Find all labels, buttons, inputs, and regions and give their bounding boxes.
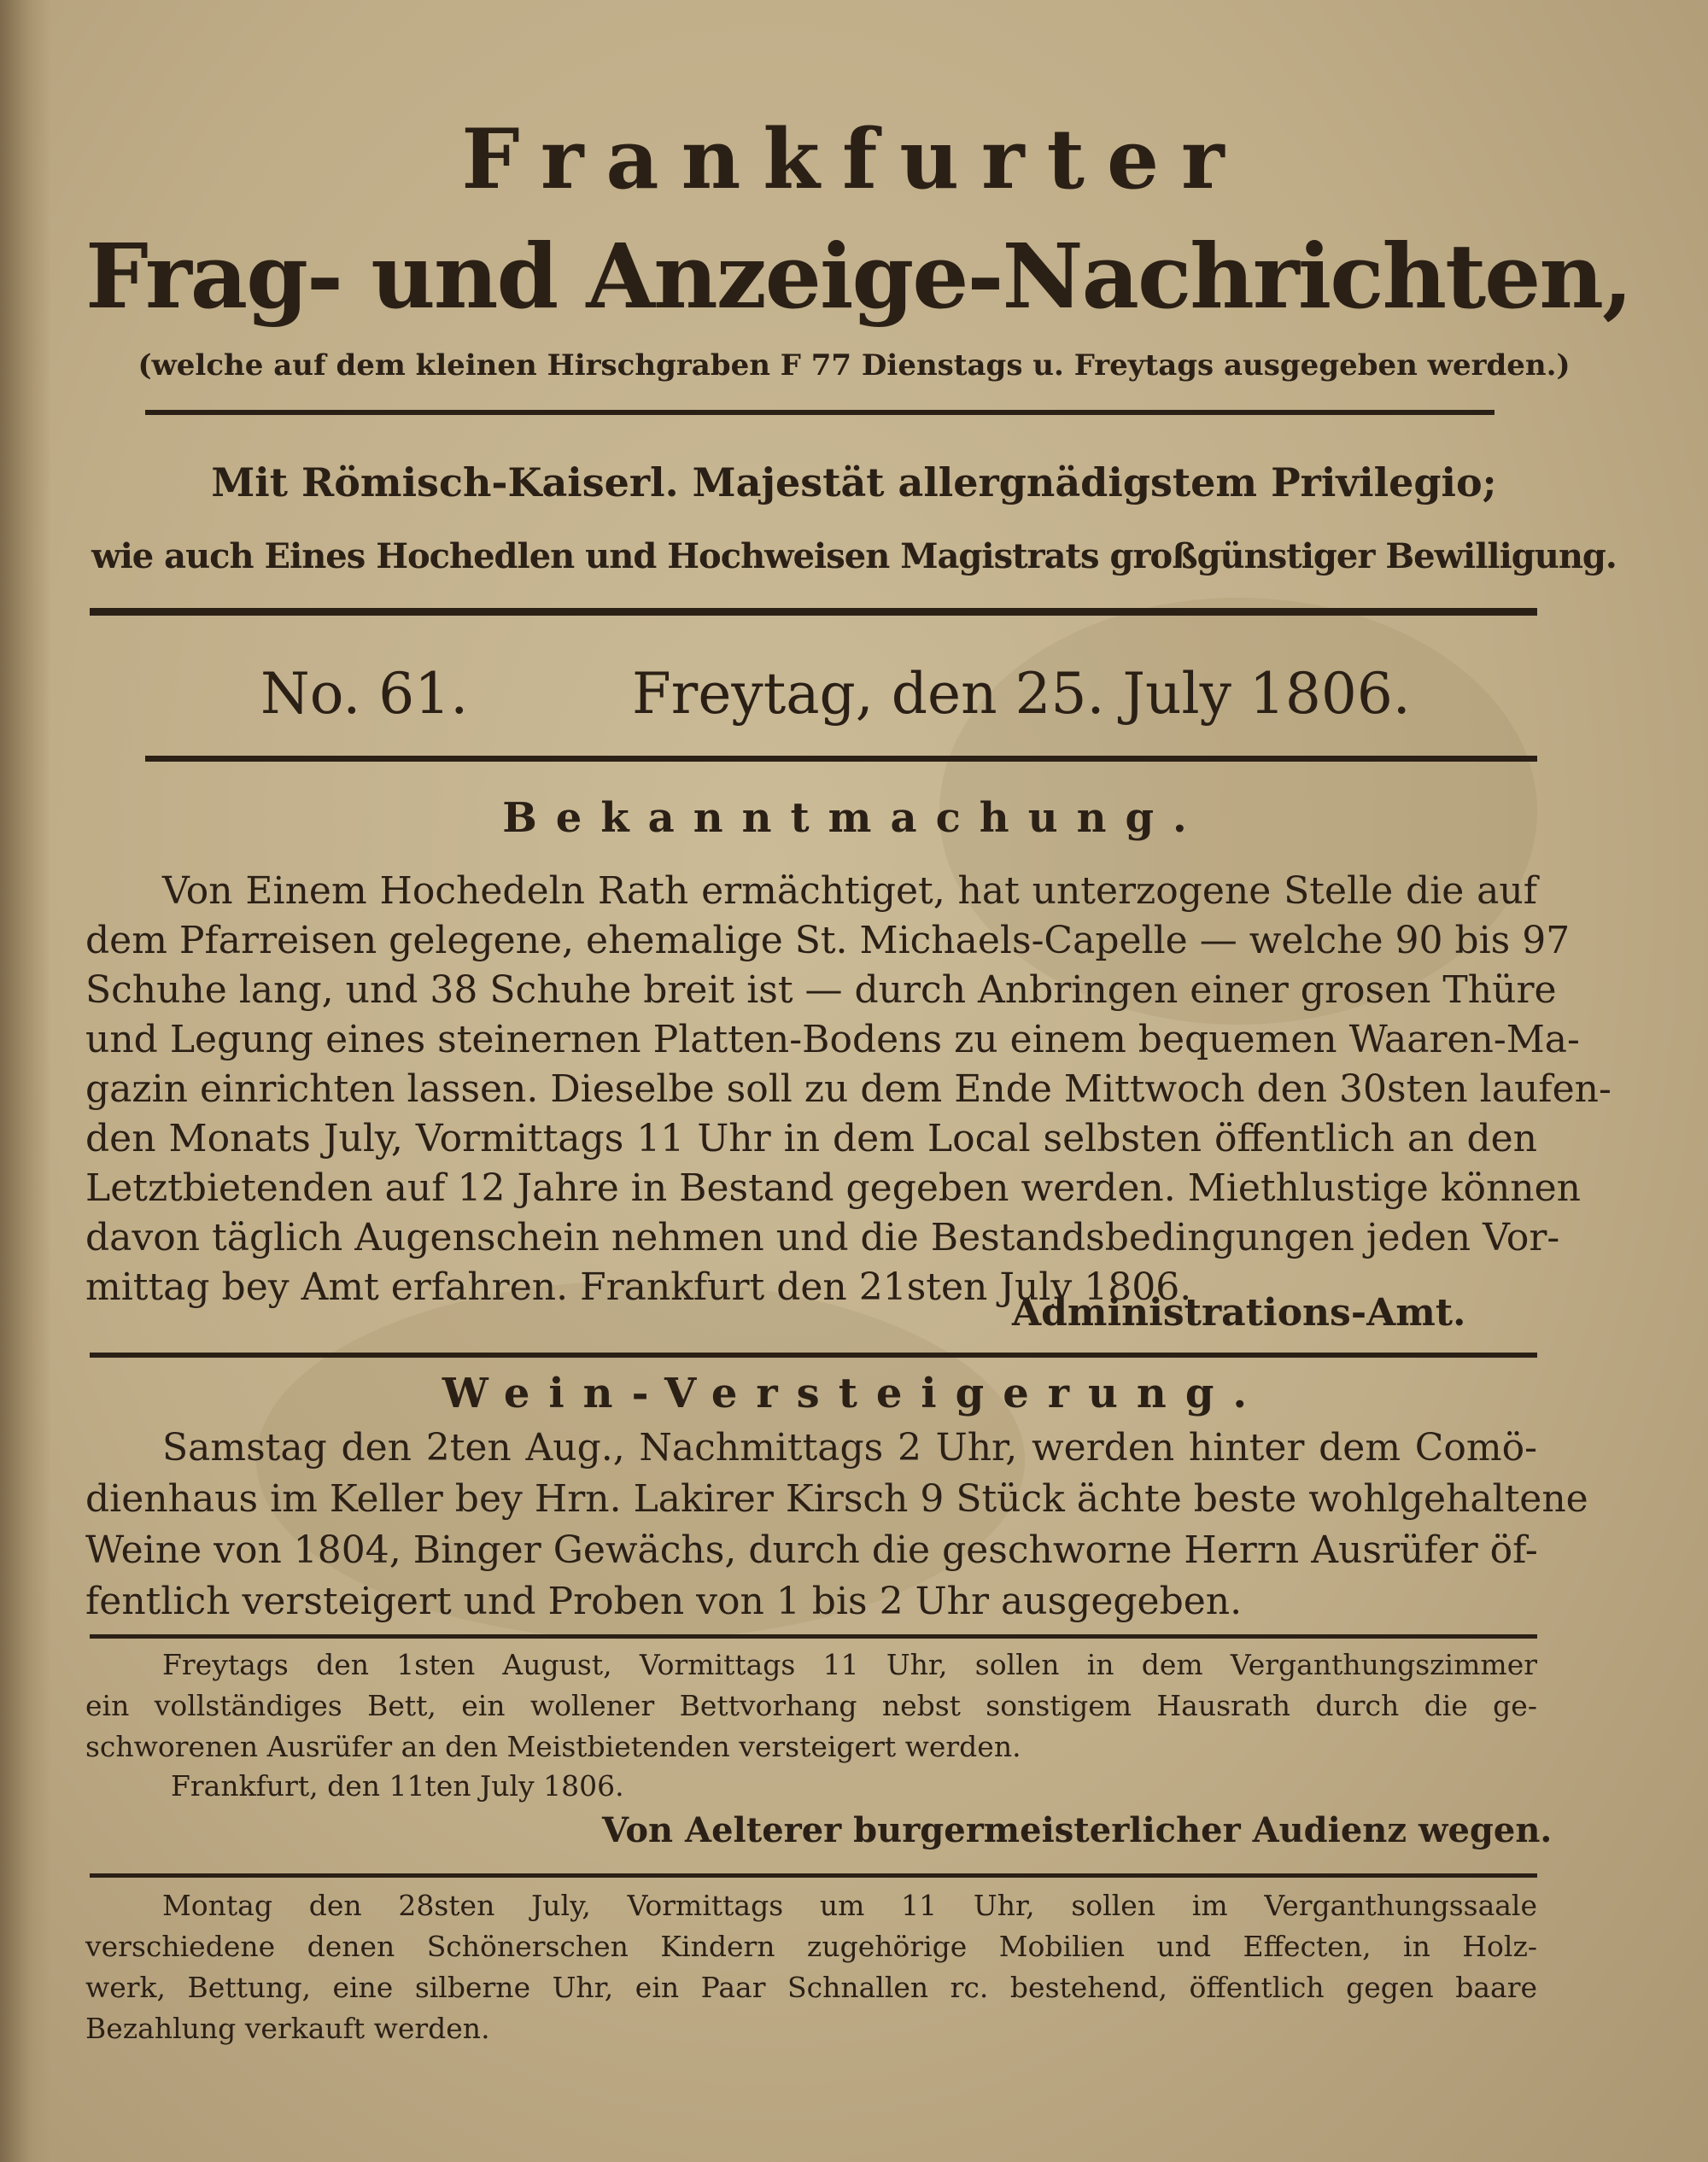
masthead-title-line2: Frag- und Anzeige-Nachrichten, (85, 224, 1632, 329)
notice-divider (90, 1873, 1537, 1878)
text-line: mittag bey Amt erfahren. Frankfurt den 21sten July 1806. (85, 1265, 1192, 1309)
text-line: Bezahlung verkauft werden. (85, 2012, 490, 2045)
text-line: dienhaus im Keller bey Hrn. Lakirer Kirsch 9 Stück ächte beste wohlgehaltene (85, 1477, 1588, 1521)
text-line: ein vollständiges Bett, ein wollener Bettvorhang nebst sonstigem Hausrath durch die ge- (85, 1689, 1537, 1722)
text-line: und Legung eines steinernen Platten-Bodens zu einem bequemen Waaren-Ma- (85, 1018, 1580, 1061)
privilege-line-2: wie auch Eines Hochedlen und Hochweisen Magistrats großgünstiger Bewilligung. (91, 536, 1617, 576)
text-line: Samstag den 2ten Aug., Nachmittags 2 Uhr, werden hinter dem Comö- (162, 1426, 1537, 1470)
issue-number: No. 61. (260, 661, 469, 727)
notice-signature-audienz: Von Aelterer burgermeisterlicher Audienz wegen. (602, 1810, 1553, 1850)
page-gutter-shadow (0, 0, 51, 2162)
text-line: Letztbietenden auf 12 Jahre in Bestand gegeben werden. Miethlustige können (85, 1166, 1582, 1210)
masthead-imprint: (welche auf dem kleinen Hirschgraben F 77 Dienstags u. Freytags ausgegeben werden.) (137, 348, 1571, 383)
text-line: werk, Bettung, eine silberne Uhr, ein Paar Schnallen rc. bestehend, öffentlich gegen baare (85, 1971, 1537, 2004)
notice-signature-administrations-amt: Administrations-Amt. (1012, 1291, 1466, 1335)
masthead-rule (145, 410, 1494, 415)
text-line: Schuhe lang, und 38 Schuhe breit ist — durch Anbringen einer grosen Thüre (85, 968, 1557, 1012)
text-line: Weine von 1804, Binger Gewächs, durch die geschworne Herrn Ausrüfer öf- (85, 1528, 1538, 1572)
text-line: davon täglich Augenschein nehmen und die Bestandsbedingungen jeden Vor- (85, 1216, 1560, 1259)
privilege-rule (90, 608, 1537, 616)
notice-divider (90, 1353, 1537, 1358)
text-line: Von Einem Hochedeln Rath ermächtiget, hat unterzogene Stelle die auf (162, 869, 1537, 913)
privilege-line-1: Mit Römisch-Kaiserl. Majestät allergnädigstem Privilegio; (211, 459, 1497, 505)
masthead-title-line1: Frankfurter (461, 111, 1247, 207)
notice-heading-bekanntmachung: Bekanntmachung. (502, 794, 1206, 842)
text-line: Freytags den 1sten August, Vormittags 11 Uhr, sollen in dem Verganthungszimmer (162, 1648, 1537, 1681)
text-line: fentlich versteigert und Proben von 1 bis 2 Uhr ausgegeben. (85, 1580, 1243, 1623)
notice-dateline: Frankfurt, den 11ten July 1806. (171, 1769, 624, 1803)
text-line: schworenen Ausrüfer an den Meistbietenden versteigert werden. (85, 1730, 1021, 1763)
notice-divider (90, 1634, 1537, 1639)
text-line: den Monats July, Vormittags 11 Uhr in dem Local selbsten öffentlich an den (85, 1117, 1537, 1160)
notice-heading-wein-versteigerung: Wein-Versteigerung. (442, 1370, 1266, 1417)
text-line: Montag den 28sten July, Vormittags um 11 Uhr, sollen im Verganthungssaale (162, 1889, 1537, 1922)
text-line: dem Pfarreisen gelegene, ehemalige St. Michaels-Capelle — welche 90 bis 97 (85, 919, 1571, 962)
issue-date: Freytag, den 25. July 1806. (632, 661, 1411, 727)
issue-rule (145, 756, 1537, 762)
text-line: gazin einrichten lassen. Dieselbe soll zu dem Ende Mittwoch den 30sten laufen- (85, 1067, 1611, 1111)
text-line: verschiedene denen Schönerschen Kindern zugehörige Mobilien und Effecten, in Holz- (85, 1930, 1537, 1963)
